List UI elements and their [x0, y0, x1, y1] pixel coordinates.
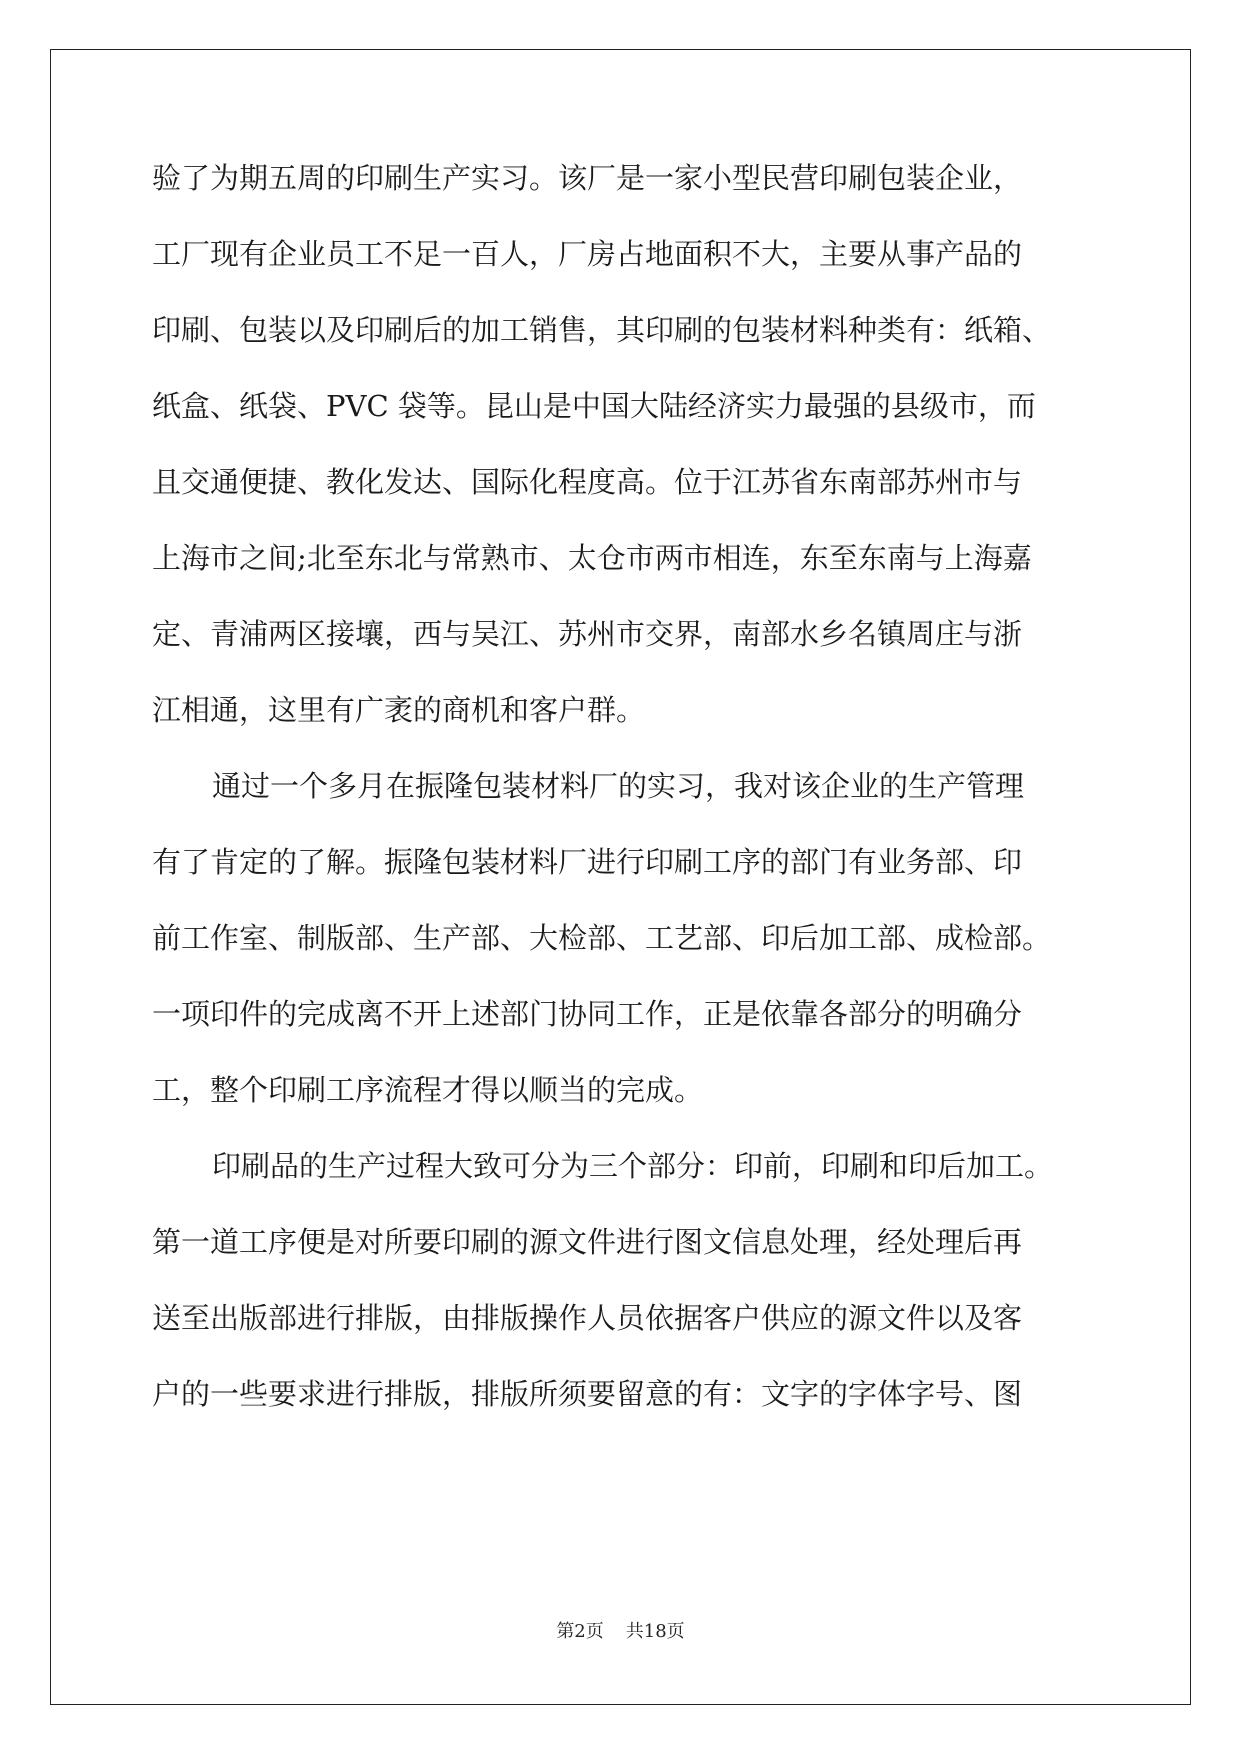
- page-total: 共18页: [625, 1621, 685, 1642]
- text-line-4: 纸盒、纸袋、PVC 袋等。昆山是中国大陆经济实力最强的县级市，而: [152, 389, 1036, 423]
- text-line-15: 第一道工序便是对所要印刷的源文件进行图文信息处理，经处理后再: [152, 1225, 1023, 1259]
- page-footer: [0, 1617, 1241, 1643]
- text-line-10: 有了肯定的了解。振隆包装材料厂进行印刷工序的部门有业务部、印: [152, 845, 1023, 879]
- text-line-17: 户的一些要求进行排版，排版所须要留意的有：文字的字体字号、图: [152, 1377, 1023, 1411]
- text-line-11: 前工作室、制版部、生产部、大检部、工艺部、印后加工部、成检部。: [152, 921, 1052, 955]
- text-line-9: 通过一个多月在振隆包装材料厂的实习，我对该企业的生产管理: [212, 769, 1025, 803]
- text-line-6: 上海市之间;北至东北与常熟市、太仓市两市相连，东至东南与上海嘉: [152, 541, 1032, 575]
- text-line-2: 工厂现有企业员工不足一百人，厂房占地面积不大，主要从事产品的: [152, 237, 1023, 271]
- page-number: 第2页: [556, 1621, 604, 1642]
- text-line-14: 印刷品的生产过程大致可分为三个部分：印前，印刷和印后加工。: [212, 1149, 1054, 1183]
- text-line-16: 送至出版部进行排版，由排版操作人员依据客户供应的源文件以及客: [152, 1301, 1023, 1335]
- text-line-12: 一项印件的完成离不开上述部门协同工作，正是依靠各部分的明确分: [152, 997, 1023, 1031]
- text-line-5: 且交通便捷、教化发达、国际化程度高。位于江苏省东南部苏州市与: [152, 465, 1023, 499]
- text-line-8: 江相通，这里有广袤的商机和客户群。: [152, 693, 646, 727]
- text-line-13: 工，整个印刷工序流程才得以顺当的完成。: [152, 1073, 704, 1107]
- text-line-7: 定、青浦两区接壤，西与吴江、苏州市交界，南部水乡名镇周庄与浙: [152, 617, 1023, 651]
- document-body: [152, 160, 1092, 1452]
- text-line-1: 验了为期五周的印刷生产实习。该厂是一家小型民营印刷包装企业，: [152, 161, 1023, 195]
- text-line-3: 印刷、包装以及印刷后的加工销售，其印刷的包装材料种类有：纸箱、: [152, 313, 1052, 347]
